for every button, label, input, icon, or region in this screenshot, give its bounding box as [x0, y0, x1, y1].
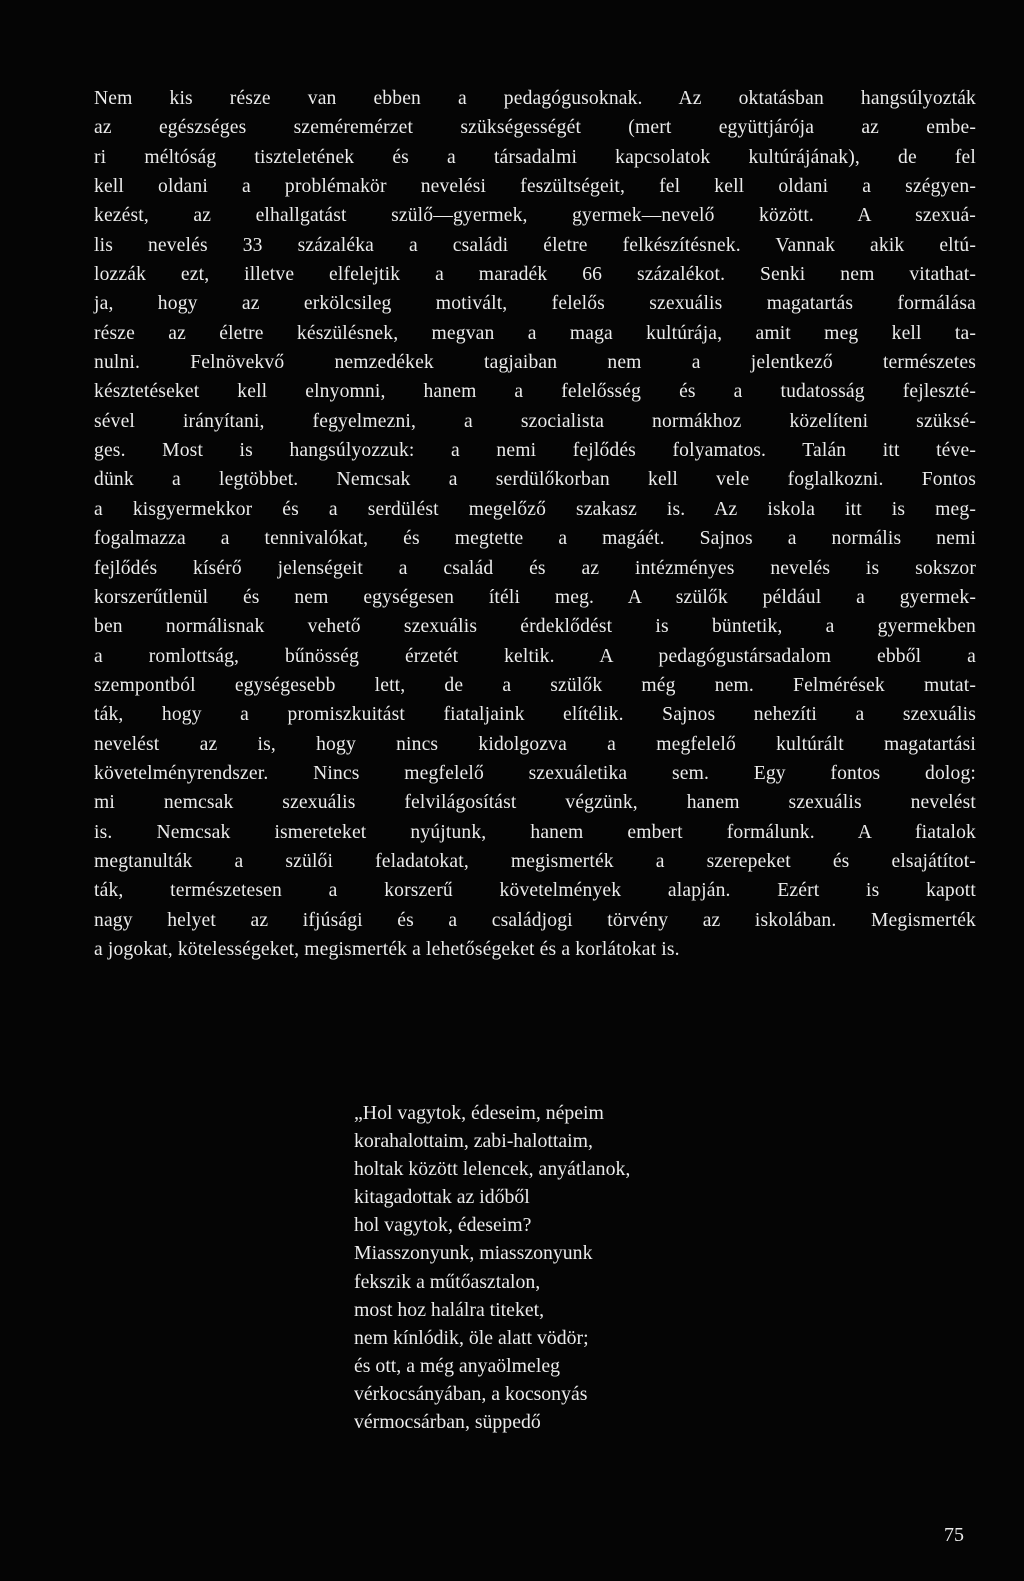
poem-line: hol vagytok, édeseim? — [354, 1214, 532, 1237]
paragraph-line: a romlottság, bűnösség érzetét keltik. A pedagógustársadalom ebből a — [94, 645, 976, 667]
poem-line: kitagadottak az időből — [354, 1186, 530, 1209]
poem-line: fekszik a műtőasztalon, — [354, 1270, 541, 1293]
paragraph-line: lozzák ezt, illetve elfelejtik a maradék 66 százalékot. Senki nem vitathat- — [94, 264, 976, 286]
paragraph-line: a kisgyermekkor és a serdülést megelőző szakasz is. Az iskola itt is meg- — [94, 498, 976, 520]
paragraph-line: Nem kis része van ebben a pedagógusoknak. Az oktatásban hangsúlyozták — [94, 88, 976, 109]
paragraph-line: fejlődés kísérő jelenségeit a család és az intézményes nevelés is sokszor — [94, 557, 976, 579]
poem-line: most hoz halálra titeket, — [354, 1298, 545, 1321]
poem-line: nem kínlódik, öle alatt vödör; — [354, 1326, 589, 1349]
paragraph-line: fogalmazza a tennivalókat, és megtette a magáét. Sajnos a normális nemi — [94, 528, 976, 550]
paragraph-line: a jogokat, kötelességeket, megismerték a lehetőségeket és a korlátokat is. — [94, 938, 680, 960]
paragraph-line: sével irányítani, fegyelmezni, a szocialista normákhoz közelíteni szüksé- — [94, 410, 976, 432]
paragraph-line: ták, hogy a promiszkuitást fiataljaink elítélik. Sajnos nehezíti a szexuális — [94, 704, 976, 726]
paragraph-line: késztetéseket kell elnyomni, hanem a felelősség és a tudatosság fejleszté- — [94, 381, 976, 403]
paragraph-line: követelményrendszer. Nincs megfelelő szexuáletika sem. Egy fontos dolog: — [94, 762, 976, 784]
poem-line: vérmocsárban, süppedő — [354, 1411, 541, 1434]
paragraph-line: része az életre készülésnek, megvan a maga kultúrája, amit meg kell ta- — [94, 322, 976, 344]
paragraph-line: korszerűtlenül és nem egységesen ítéli meg. A szülők például a gyermek- — [94, 586, 976, 608]
poem-line: vérkocsányában, a kocsonyás — [354, 1382, 588, 1405]
poem-line: és ott, a még anyaölmeleg — [354, 1354, 560, 1377]
paragraph-line: szempontból egységesebb lett, de a szülők még nem. Felmérések mutat- — [94, 674, 976, 696]
page-number: 75 — [944, 1524, 964, 1546]
paragraph-line: ben normálisnak vehető szexuális érdeklődést is büntetik, a gyermekben — [94, 616, 976, 638]
paragraph-line: nagy helyet az ifjúsági és a családjogi törvény az iskolában. Megismerték — [94, 909, 976, 931]
paragraph-line: ri méltóság tiszteletének és a társadalmi kapcsolatok kultúrájának), de fel — [94, 146, 976, 168]
paragraph-line: ták, természetesen a korszerű követelmények alapján. Ezért is kapott — [94, 880, 976, 902]
paragraph-line: ja, hogy az erkölcsileg motivált, felelős szexuális magatartás formálása — [94, 293, 976, 315]
paragraph-line: az egészséges szeméremérzet szükségességét (mert együttjárója az embe- — [94, 117, 976, 139]
poem-line: korahalottaim, zabi-halottaim, — [354, 1130, 593, 1153]
paragraph-line: lis nevelés 33 százaléka a családi életre felkészítésnek. Vannak akik eltú- — [94, 234, 976, 256]
paragraph-line: dünk a legtöbbet. Nemcsak a serdülőkorban kell vele foglalkozni. Fontos — [94, 469, 976, 491]
paragraph-line: mi nemcsak szexuális felvilágosítást végzünk, hanem szexuális nevelést — [94, 792, 976, 814]
paragraph-line: megtanulták a szülői feladatokat, megismerték a szerepeket és elsajátítot- — [94, 850, 976, 872]
poem-quote — [354, 1099, 874, 1436]
main-paragraph — [94, 84, 976, 964]
paragraph-line: ges. Most is hangsúlyozzuk: a nemi fejlődés folyamatos. Talán itt téve- — [94, 440, 976, 462]
paragraph-line: nevelést az is, hogy nincs kidolgozva a megfelelő kultúrált magatartási — [94, 733, 976, 755]
paragraph-line: kell oldani a problémakör nevelési feszültségeit, fel kell oldani a szégyen- — [94, 176, 976, 198]
paragraph-line: kezést, az elhallgatást szülő—gyermek, gyermek—nevelő között. A szexuá- — [94, 205, 976, 227]
poem-line: „Hol vagytok, édeseim, népeim — [354, 1102, 604, 1124]
poem-line: holtak között lelencek, anyátlanok, — [354, 1158, 631, 1181]
poem-line: Miasszonyunk, miasszonyunk — [354, 1242, 593, 1265]
paragraph-line: nulni. Felnövekvő nemzedékek tagjaiban nem a jelentkező természetes — [94, 352, 976, 374]
paragraph-line: is. Nemcsak ismereteket nyújtunk, hanem embert formálunk. A fiatalok — [94, 821, 976, 843]
